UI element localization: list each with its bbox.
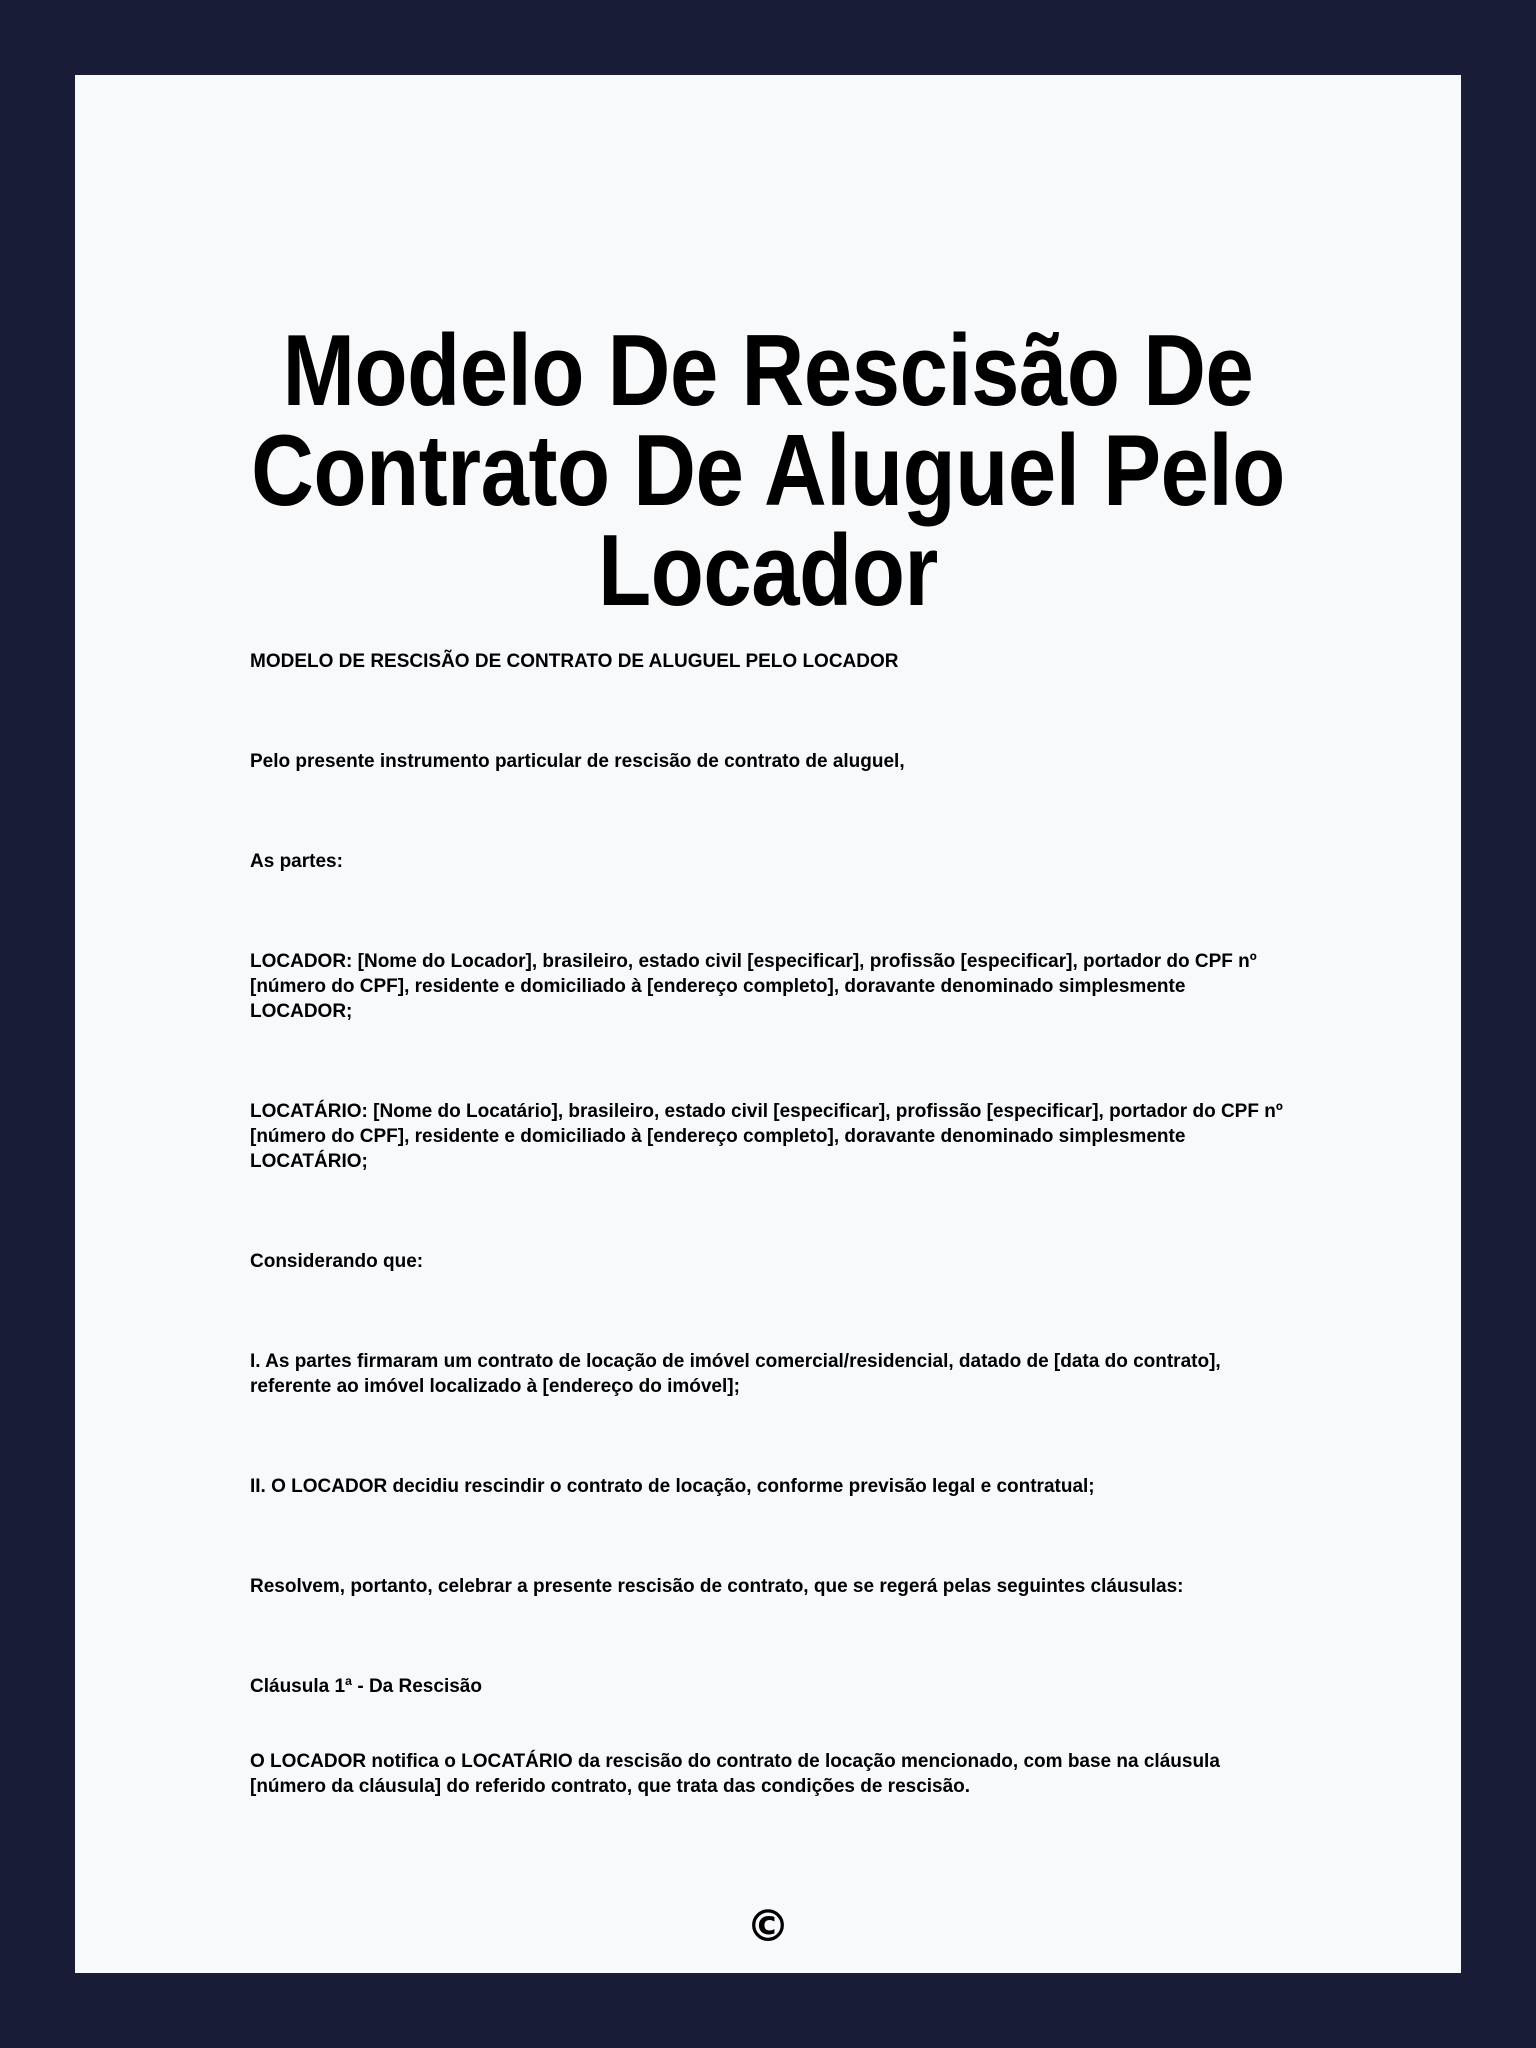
intro-paragraph: Pelo presente instrumento particular de rescisão de contrato de aluguel, xyxy=(250,751,905,772)
clause-1-text: O LOCADOR notifica o LOCATÁRIO da rescisão do contrato de locação mencionado, com base na cláusula [número da cláusula] do referido contrato, que trata das condições de rescisão. xyxy=(250,1751,1220,1797)
resolution-paragraph: Resolvem, portanto, celebrar a presente rescisão de contrato, que se regerá pelas seguintes cláusulas: xyxy=(250,1576,1184,1597)
tenant-paragraph: LOCATÁRIO: [Nome do Locatário], brasileiro, estado civil [especificar], profissão [especificar], portador do CPF nº [número do CPF], residente e domiciliado à [endereço completo], doravante denominado simplesmente LOCATÁRIO; xyxy=(250,1101,1283,1172)
title-container xyxy=(75,315,1461,627)
recital-1: I. As partes firmaram um contrato de locação de imóvel comercial/residencial, datado de [data do contrato], referente ao imóvel localizado à [endereço do imóvel]; xyxy=(250,1351,1221,1397)
copyright-icon: © xyxy=(746,1901,790,1952)
considering-label: Considerando que: xyxy=(250,1251,424,1272)
document-page xyxy=(75,75,1461,1973)
parties-label: As partes: xyxy=(250,851,343,872)
document-heading: MODELO DE RESCISÃO DE CONTRATO DE ALUGUEL PELO LOCADOR xyxy=(250,651,899,672)
landlord-paragraph: LOCADOR: [Nome do Locador], brasileiro, estado civil [especificar], profissão [especificar], portador do CPF nº [número do CPF], residente e domiciliado à [endereço completo], doravante denominado simplesmente LOCADOR; xyxy=(250,951,1257,1022)
document-body xyxy=(250,649,1288,1874)
recital-2: II. O LOCADOR decidiu rescindir o contrato de locação, conforme previsão legal e contratual; xyxy=(250,1476,1095,1497)
clause-1-heading: Cláusula 1ª - Da Rescisão xyxy=(250,1676,482,1697)
document-title: Modelo De Rescisão De Contrato De Aluguel Pelo Locador xyxy=(251,315,1285,627)
